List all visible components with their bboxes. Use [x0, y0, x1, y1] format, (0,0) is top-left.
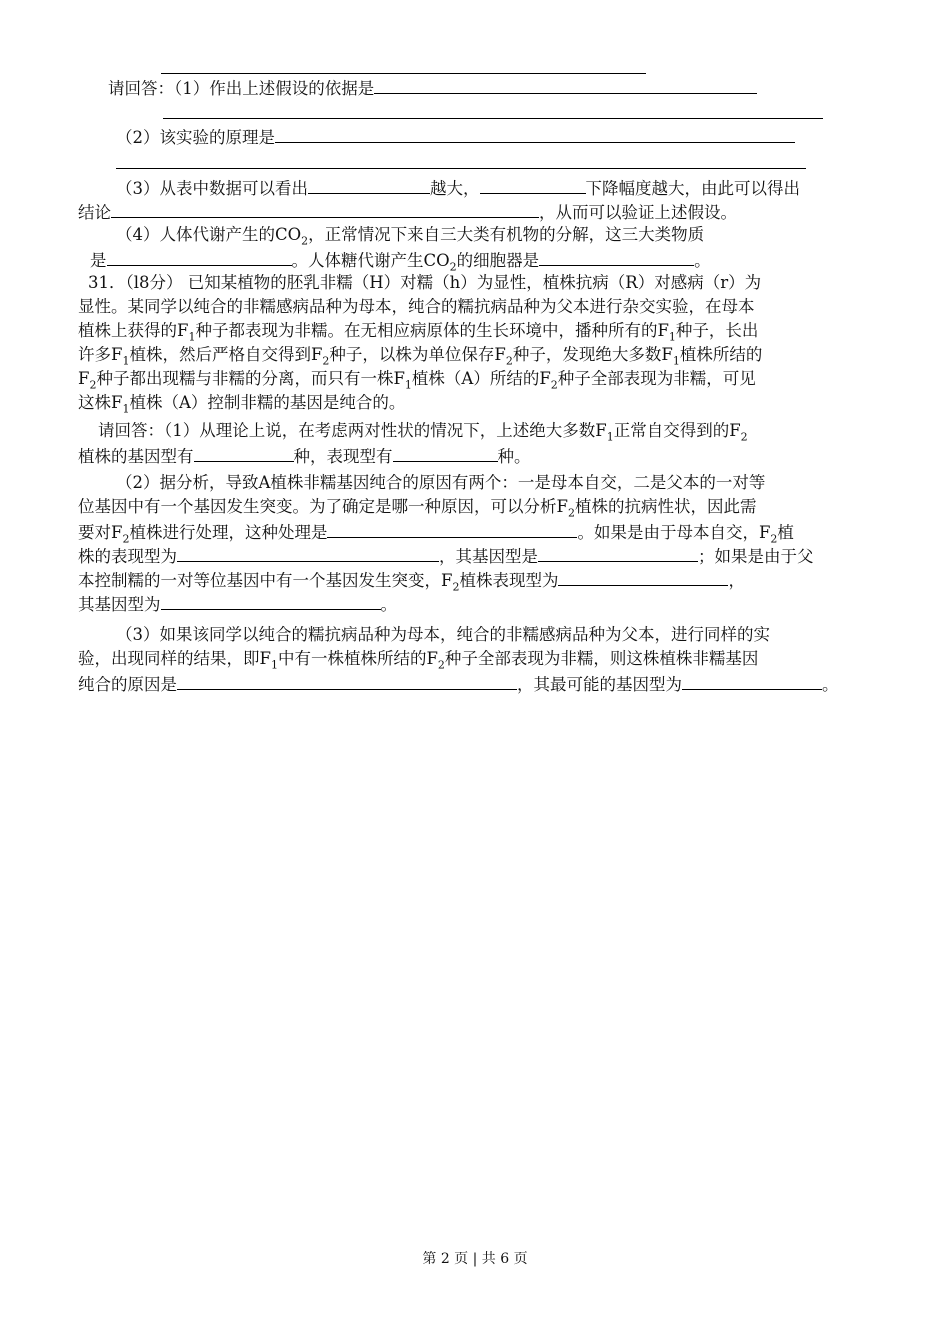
- q31-text: ，其最可能的基因型为: [517, 675, 682, 694]
- answer-blank[interactable]: [177, 672, 517, 690]
- q30-line-2: [116, 125, 795, 149]
- q31-a1-line-2: [78, 444, 531, 468]
- q31-text: 株的表现型为: [78, 547, 177, 566]
- q31-a2-line-6: [78, 592, 397, 616]
- q31-a2-line-2: [78, 496, 756, 518]
- subscript: 1: [188, 330, 196, 344]
- answer-blank[interactable]: [111, 200, 539, 218]
- subscript: 2: [550, 378, 558, 392]
- answer-blank[interactable]: [393, 444, 498, 462]
- answer-blank[interactable]: [374, 76, 757, 94]
- q31-text: 。如果是由于母本自交，F: [577, 523, 771, 542]
- answer-blank[interactable]: [161, 592, 381, 610]
- answer-blank[interactable]: [177, 544, 439, 562]
- q31-text: 许多F: [78, 345, 123, 364]
- subscript: 2: [567, 506, 575, 520]
- answer-line: [161, 73, 646, 74]
- q31-text: 位基因中有一个基因发生突变。为了确定是哪一种原因，可以分析F: [78, 497, 568, 516]
- answer-blank[interactable]: [682, 672, 822, 690]
- subscript: 1: [122, 354, 130, 368]
- q31-text: 种子都表现为非糯。在无相应病原体的生长环境中，播种所有的F: [195, 321, 669, 340]
- q30-part4-a: （4）人体代谢产生的CO: [116, 225, 302, 244]
- q31-intro-1: [88, 272, 761, 294]
- q31-a1-line-1: [98, 420, 748, 442]
- subscript: 2: [437, 658, 445, 672]
- q30-part4-e: 的细胞器是: [456, 251, 540, 270]
- q31-text: 种，表现型有: [293, 447, 393, 466]
- subscript: 2: [301, 234, 309, 248]
- q31-text: 正常自交得到的F: [613, 421, 741, 440]
- q31-text: 植株的基因型有: [78, 447, 194, 466]
- q31-text: ，其基因型是: [439, 547, 538, 566]
- subscript: 2: [122, 532, 130, 546]
- answer-blank[interactable]: [539, 248, 694, 266]
- q31-text: 植株进行处理，这种处理是: [129, 523, 328, 542]
- q31-text: 种子全部表现为非糯，可见: [557, 369, 756, 388]
- q30-part3-c: 下降幅度越大，由此可以得出: [585, 179, 800, 198]
- q30-part4-d: 。人体糖代谢产生CO: [291, 251, 450, 270]
- q31-text: 种。: [497, 447, 531, 466]
- q31-text: 种子，发现绝大多数F: [512, 345, 673, 364]
- q31-text: 植株的抗病性状，因此需: [574, 497, 757, 516]
- q30-line-1: [108, 76, 757, 100]
- q30-part3-b: 越大，: [430, 179, 480, 198]
- q31-text: 本控制糯的一对等位基因中有一个基因发生突变，F: [78, 571, 453, 590]
- q30-part2: （2）该实验的原理是: [116, 128, 275, 147]
- q30-line-6: [90, 248, 711, 272]
- subscript: 2: [449, 260, 457, 274]
- answer-blank[interactable]: [538, 544, 698, 562]
- answer-line: [116, 168, 806, 169]
- q31-text: 植株表现型为: [459, 571, 559, 590]
- q31-text: 要对F: [78, 523, 123, 542]
- q31-text: 中有一株植株所结的F: [277, 649, 438, 668]
- q31-text: （3）如果该同学以纯合的糯抗病品种为母本，纯合的非糯感病品种为父本，进行同样的实: [116, 625, 770, 644]
- answer-blank[interactable]: [480, 176, 586, 194]
- q30-line-3: [116, 176, 800, 200]
- subscript: 2: [770, 532, 778, 546]
- q31-text: 请回答：（1）从理论上说，在考虑两对性状的情况下，上述绝大多数F: [98, 421, 607, 440]
- question-number: 31．: [88, 273, 126, 292]
- q31-text: 种子，长出: [675, 321, 759, 340]
- q31-a3-line-3: [78, 672, 839, 696]
- q31-intro-3: [78, 320, 758, 342]
- subscript: 1: [404, 378, 412, 392]
- q31-text: 。: [822, 675, 839, 694]
- q30-part3-d: 结论: [78, 203, 111, 222]
- q31-text: （2）据分析，导致A植株非糯基因纯合的原因有两个：一是母本自交，二是父本的一对等: [116, 473, 766, 492]
- subscript: 2: [89, 378, 97, 392]
- q31-intro-2: [78, 296, 755, 318]
- q31-text: 验，出现同样的结果，即F: [78, 649, 271, 668]
- q31-text: 植株所结的: [679, 345, 763, 364]
- q31-text: ；如果是由于父: [698, 547, 814, 566]
- subscript: 1: [672, 354, 680, 368]
- q31-intro-6: [78, 392, 405, 414]
- question-points: （l8分）: [125, 273, 183, 292]
- subscript: 1: [606, 430, 614, 444]
- q30-part1: （1）作出上述假设的依据是: [174, 79, 375, 98]
- answer-blank[interactable]: [327, 520, 577, 538]
- q31-text: 其基因型为: [78, 595, 161, 614]
- answer-blank[interactable]: [275, 125, 795, 143]
- q30-line-5: [116, 224, 704, 246]
- answer-blank[interactable]: [558, 568, 728, 586]
- q31-text: 纯合的原因是: [78, 675, 177, 694]
- subscript: 2: [452, 580, 460, 594]
- subscript: 1: [668, 330, 676, 344]
- subscript: 2: [740, 430, 748, 444]
- page-footer: 第 2 页 | 共 6 页: [422, 1251, 528, 1267]
- subscript: 2: [505, 354, 513, 368]
- answer-blank[interactable]: [308, 176, 430, 194]
- q31-text: 植: [777, 523, 794, 542]
- q30-line-4: [78, 200, 737, 224]
- q31-text: 种子都出现糯与非糯的分离，而只有一株F: [96, 369, 405, 388]
- q31-a3-line-1: [116, 624, 770, 646]
- q31-intro-5: [78, 368, 756, 390]
- q31-text: ，: [728, 571, 745, 590]
- q30-part4-b: ，正常情况下来自三大类有机物的分解，这三大类物质: [308, 225, 705, 244]
- subscript: 1: [270, 658, 278, 672]
- answer-line: [163, 118, 823, 119]
- q31-text: 这株F: [78, 393, 123, 412]
- q31-text: 植株（A）所结的F: [411, 369, 551, 388]
- q31-a2-line-3: [78, 520, 794, 544]
- q31-a3-line-2: [78, 648, 758, 670]
- q31-text: 植株（A）控制非糯的基因是纯合的。: [129, 393, 406, 412]
- q31-intro-4: [78, 344, 762, 366]
- q31-text: 植株，然后严格自交得到F: [129, 345, 323, 364]
- answer-blank[interactable]: [194, 444, 294, 462]
- q31-a2-line-5: [78, 568, 745, 592]
- q30-part3-a: （3）从表中数据可以看出: [116, 179, 308, 198]
- subscript: 1: [122, 402, 130, 416]
- q30-part4-f: 。: [694, 251, 711, 270]
- q31-a2-line-4: [78, 544, 814, 568]
- q31-text: 植株上获得的F: [78, 321, 189, 340]
- q30-part3-e: ，从而可以验证上述假设。: [539, 203, 737, 222]
- q31-text: F: [78, 369, 90, 388]
- q31-text: 种子，以株为单位保存F: [329, 345, 506, 364]
- q31-text: 。: [380, 595, 397, 614]
- q31-text: 已知某植物的胚乳非糯（H）对糯（h）为显性，植株抗病（R）对感病（r）为: [187, 273, 762, 292]
- q30-prompt: 请回答：: [108, 79, 174, 98]
- q31-text: 种子全部表现为非糯，则这株植株非糯基因: [444, 649, 759, 668]
- q30-part4-c: 是: [90, 251, 107, 270]
- q31-a2-line-1: [116, 472, 765, 494]
- q31-text: 显性。某同学以纯合的非糯感病品种为母本，纯合的糯抗病品种为父本进行杂交实验，在母本: [78, 297, 755, 316]
- answer-blank[interactable]: [107, 248, 292, 266]
- subscript: 2: [322, 354, 330, 368]
